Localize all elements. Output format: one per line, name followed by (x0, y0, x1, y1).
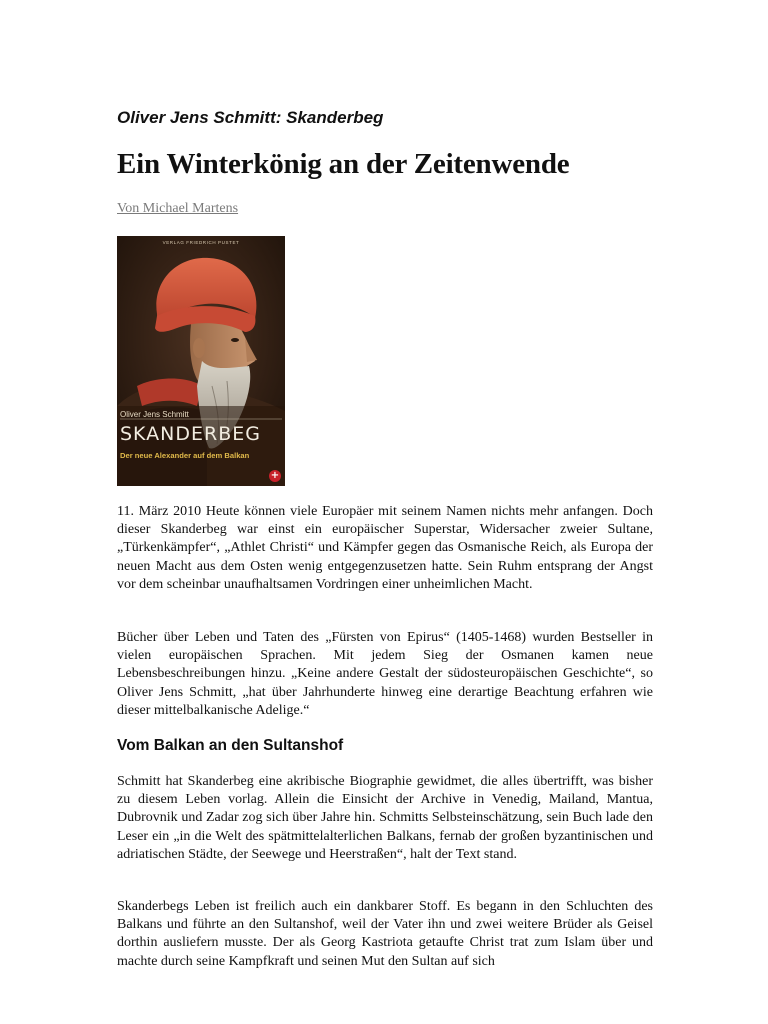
article-paragraph: 11. März 2010 Heute können viele Europäer mit seinem Namen nichts mehr anfangen. Doch dieser Skanderbeg war einst ein europäischer Superstar, Widersacher zweier Sultane, „Türkenkämpfer“, „Athlet Christi“ und Kämpfer gegen das Osmanische Reich, als Europa der neuen Macht aus dem Osten wenig entgegenzusetzen hatte. Sein Ruhm entsprang der Angst vor dem scheinbar unaufhaltsamen Vordringen einer unheimlichen Macht. (117, 504, 653, 592)
portrait-illustration (117, 236, 285, 486)
article-paragraph: Bücher über Leben und Taten des „Fürsten von Epirus“ (1405-1468) wurden Bestseller in vielen europäischen Sprachen. Mit jedem Sieg der Osmanen kamen neue Lebensbeschreibungen hinzu. „Keine andere Gestalt der südosteuropäischen Geschichte“, so Oliver Jens Schmitt, „hat über Jahrhunderte hinweg eine derartige Beachtung erfahren wie dieser mittelbalkanische Adelige.“ (117, 630, 653, 718)
cover-publisher: VERLAG FRIEDRICH PUSTET (162, 240, 240, 245)
cover-author: Oliver Jens Schmitt (120, 410, 189, 419)
article-paragraph: Skanderbegs Leben ist freilich auch ein dankbarer Stoff. Es begann in den Schluchten des Balkans und führte an den Sultanshof, weil der Vater ihn und zwei weitere Brüder als Geisel dorthin ausliefern musste. Der als Georg Kastriota getaufte Christ trat zum Islam über und machte durch seine Kampfkraft und seinen Mut den Sultan auf sich (117, 899, 653, 969)
publisher-logo-icon: + (270, 470, 280, 481)
author-byline-link[interactable]: Von Michael Martens (117, 201, 239, 216)
book-cover-image (117, 236, 285, 486)
cover-subtitle: Der neue Alexander auf dem Balkan (120, 451, 250, 460)
cover-title: SKANDERBEG (120, 423, 261, 445)
article-kicker: Oliver Jens Schmitt: Skanderbeg (117, 108, 384, 127)
article-headline: Ein Winterkönig an der Zeitenwende (117, 148, 570, 180)
section-heading: Vom Balkan an den Sultanshof (117, 737, 344, 754)
article-paragraph: Schmitt hat Skanderbeg eine akribische Biographie gewidmet, die alles übertrifft, was bisher zu diesem Leben vorlag. Allein die Einsicht der Archive in Venedig, Mailand, Mantua, Dubrovnik und Zadar zog sich über Jahre hin. Schmitts Selbsteinschätzung, sein Buch lade den Leser ein „in die Welt des spätmittelalterlichen Balkans, fernab der großen byzantinischen und adriatischen Städte, der Seewege und Heerstraßen“, halt der Text stand. (117, 774, 653, 862)
